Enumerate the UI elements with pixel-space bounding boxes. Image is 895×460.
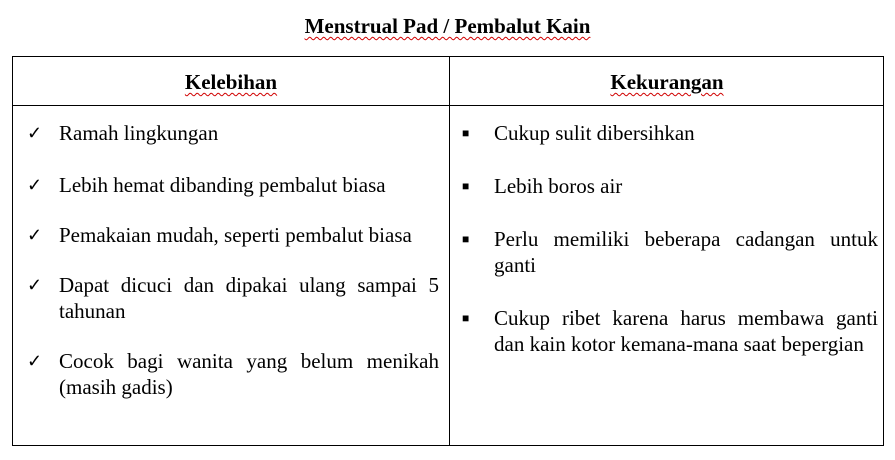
list-item-text: Dapat dicuci dan dipakai ulang sampai 5 tahunan (59, 273, 439, 323)
checkmark-icon: ✓ (27, 225, 43, 245)
square-bullet-icon: ■ (462, 179, 470, 193)
list-item-text: Cukup sulit dibersihkan (494, 121, 695, 145)
list-item-text: Cukup ribet karena harus membawa ganti dan kain kotor kemana-mana saat bepergian (494, 306, 878, 356)
checkmark-icon: ✓ (27, 123, 43, 143)
header-divider (13, 105, 883, 106)
header-kelebihan: Kelebihan (184, 70, 278, 94)
list-item (462, 173, 878, 199)
kekurangan-list (462, 120, 878, 357)
list-item (27, 272, 439, 324)
list-item-text: Lebih hemat dibanding pembalut biasa (59, 173, 386, 197)
checkmark-icon: ✓ (27, 275, 43, 295)
checkmark-icon: ✓ (27, 351, 43, 371)
list-item-text: Perlu memiliki beberapa cadangan untuk ganti (494, 227, 878, 277)
list-item (27, 222, 439, 248)
list-item-text: Cocok bagi wanita yang belum menikah (masih gadis) (59, 349, 439, 399)
square-bullet-icon: ■ (462, 311, 470, 325)
square-bullet-icon: ■ (462, 126, 470, 140)
kelebihan-list (27, 120, 439, 400)
header-kekurangan: Kekurangan (610, 70, 724, 94)
list-item (462, 120, 878, 146)
document-title: Menstrual Pad / Pembalut Kain (304, 14, 591, 38)
list-item-text: Ramah lingkungan (59, 121, 219, 145)
square-bullet-icon: ■ (462, 232, 470, 246)
comparison-table (12, 56, 884, 446)
list-item (462, 226, 878, 278)
list-item (27, 172, 439, 198)
column-divider (449, 57, 450, 445)
list-item (462, 305, 878, 357)
list-item-text: Lebih boros air (494, 174, 623, 198)
checkmark-icon: ✓ (27, 175, 43, 195)
list-item (27, 120, 439, 146)
list-item-text: Pemakaian mudah, seperti pembalut biasa (59, 223, 412, 247)
list-item (27, 348, 439, 400)
